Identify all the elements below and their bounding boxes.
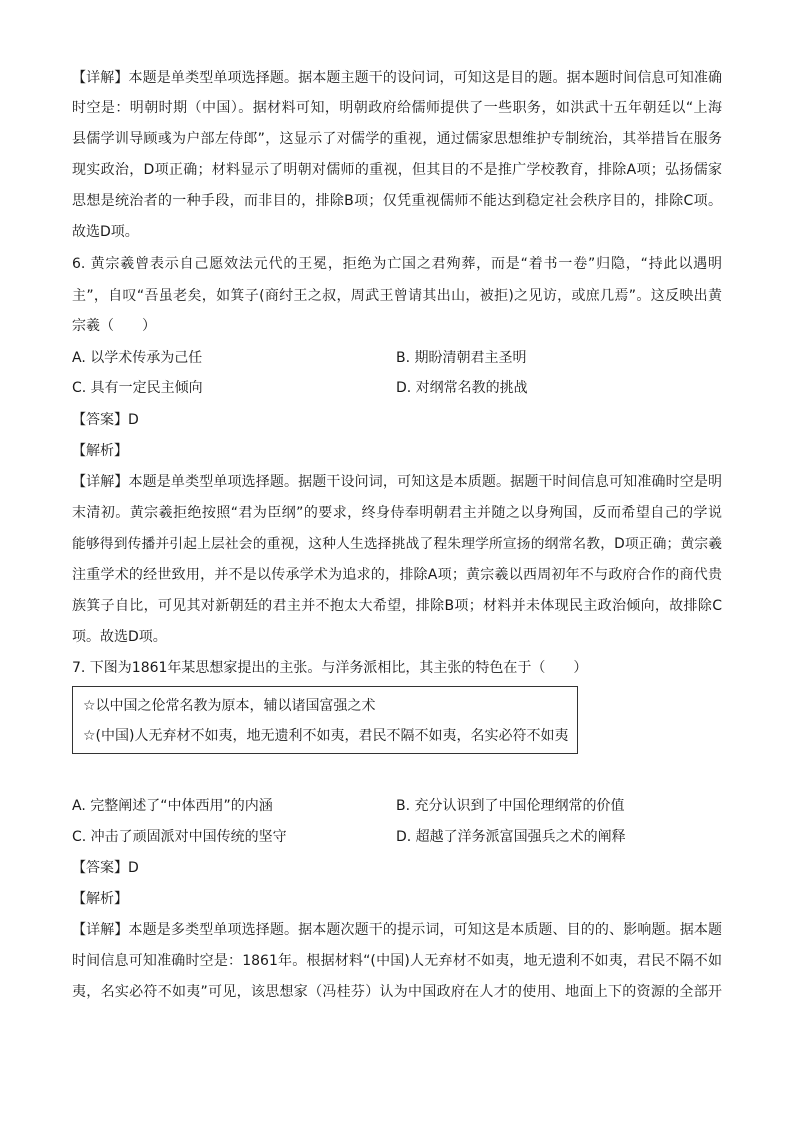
q7-answer: 【答案】D: [72, 860, 139, 876]
q5-explanation-line: 思想是统治者的一种手段，而非目的，排除B项；仅凭重视儒师不能达到稳定社会秩序目的，排除C项。: [72, 193, 722, 209]
q7-explanation-line: 时间信息可知准确时空是：1861年。根据材料“(中国)人无弃材不如夷，地无遗利不如夷，君民不隔不如: [72, 953, 722, 969]
q7-explanation-line: 夷，名实必符不如夷”可见，该思想家（冯桂芬）认为中国政府在人才的使用、地面上下的资源的全部开: [72, 984, 722, 1000]
q6-explanation-line: 注重学术的经世致用，并不是以传承学术为追求的，排除A项；黄宗羲以西周初年不与政府合作的商代贵: [72, 567, 722, 583]
q7-analysis-label: 【解析】: [72, 891, 128, 907]
q7-material-line: ☆以中国之伦常名教为原本，辅以诸国富强之术: [83, 698, 376, 714]
q5-explanation-line: 【详解】本题是单类型单项选择题。据本题主题干的设问词，可知这是目的题。据本题时间信息可知准确: [72, 70, 722, 86]
q7-option-d: D. 超越了洋务派富国强兵之术的阐释: [396, 829, 626, 845]
q6-option-a: A. 以学术传承为己任: [72, 350, 203, 366]
q6-analysis-label: 【解析】: [72, 443, 128, 459]
q6-explanation-line: 【详解】本题是单类型单项选择题。据题干设问词，可知这是本质题。据题干时间信息可知准确时空是明: [72, 474, 722, 490]
q5-explanation-line: 县儒学训导顾彧为户部左侍郎”，这显示了对儒学的重视，通过儒家思想维护专制统治，其举措旨在服务: [72, 131, 722, 147]
q5-explanation-line: 故选D项。: [72, 224, 139, 240]
q5-explanation-line: 时空是：明朝时期（中国）。据材料可知，明朝政府给儒师提供了一些职务，如洪武十五年朝廷以“上海: [72, 100, 722, 116]
q6-explanation-line: 能够得到传播并引起上层社会的重视，这种人生选择挑战了程朱理学所宣扬的纲常名教，D项正确；黄宗羲: [72, 536, 722, 552]
q6-option-b: B. 期盼清朝君主圣明: [396, 350, 527, 366]
q6-explanation-line: 项。故选D项。: [72, 629, 167, 645]
q6-stem-line: 宗羲（ ）: [72, 318, 156, 334]
q7-option-c: C. 冲击了顽固派对中国传统的坚守: [72, 829, 287, 845]
q7-stem: 7. 下图为1861年某思想家提出的主张。与洋务派相比，其主张的特色在于（ ）: [72, 660, 588, 676]
q6-answer: 【答案】D: [72, 412, 139, 428]
q6-option-d: D. 对纲常名教的挑战: [396, 380, 528, 396]
q6-explanation-line: 末清初。黄宗羲拒绝按照“君为臣纲”的要求，终身侍奉明朝君主并随之以身殉国，反而希望自己的学说: [72, 505, 722, 521]
q5-explanation-line: 现实政治，D项正确；材料显示了明朝对儒师的重视，但其目的不是推广学校教育，排除A项；弘扬儒家: [72, 162, 722, 178]
q7-option-b: B. 充分认识到了中国伦理纲常的价值: [396, 798, 625, 814]
q7-option-a: A. 完整阐述了“中体西用”的内涵: [72, 798, 273, 814]
q7-material-line: ☆(中国)人无弃材不如夷，地无遗利不如夷，君民不隔不如夷，名实必符不如夷: [83, 728, 569, 744]
q7-explanation-line: 【详解】本题是多类型单项选择题。据本题次题干的提示词，可知这是本质题、目的的、影响题。据本题: [72, 922, 722, 938]
q6-stem-line: 6. 黄宗羲曾表示自己愿效法元代的王冕，拒绝为亡国之君殉葬，而是“着书一卷”归隐，“持此以遇明: [72, 256, 722, 272]
q7-material-box: [72, 686, 578, 754]
q6-explanation-line: 族箕子自比，可见其对新朝廷的君主并不抱太大希望，排除B项；材料并未体现民主政治倾向，故排除C: [72, 598, 722, 614]
q6-stem-line: 主”，自叹“吾虽老矣，如箕子(商纣王之叔，周武王曾请其出山，被拒)之见访，或庶几焉”。这反映出黄: [72, 288, 722, 304]
q6-option-c: C. 具有一定民主倾向: [72, 380, 203, 396]
